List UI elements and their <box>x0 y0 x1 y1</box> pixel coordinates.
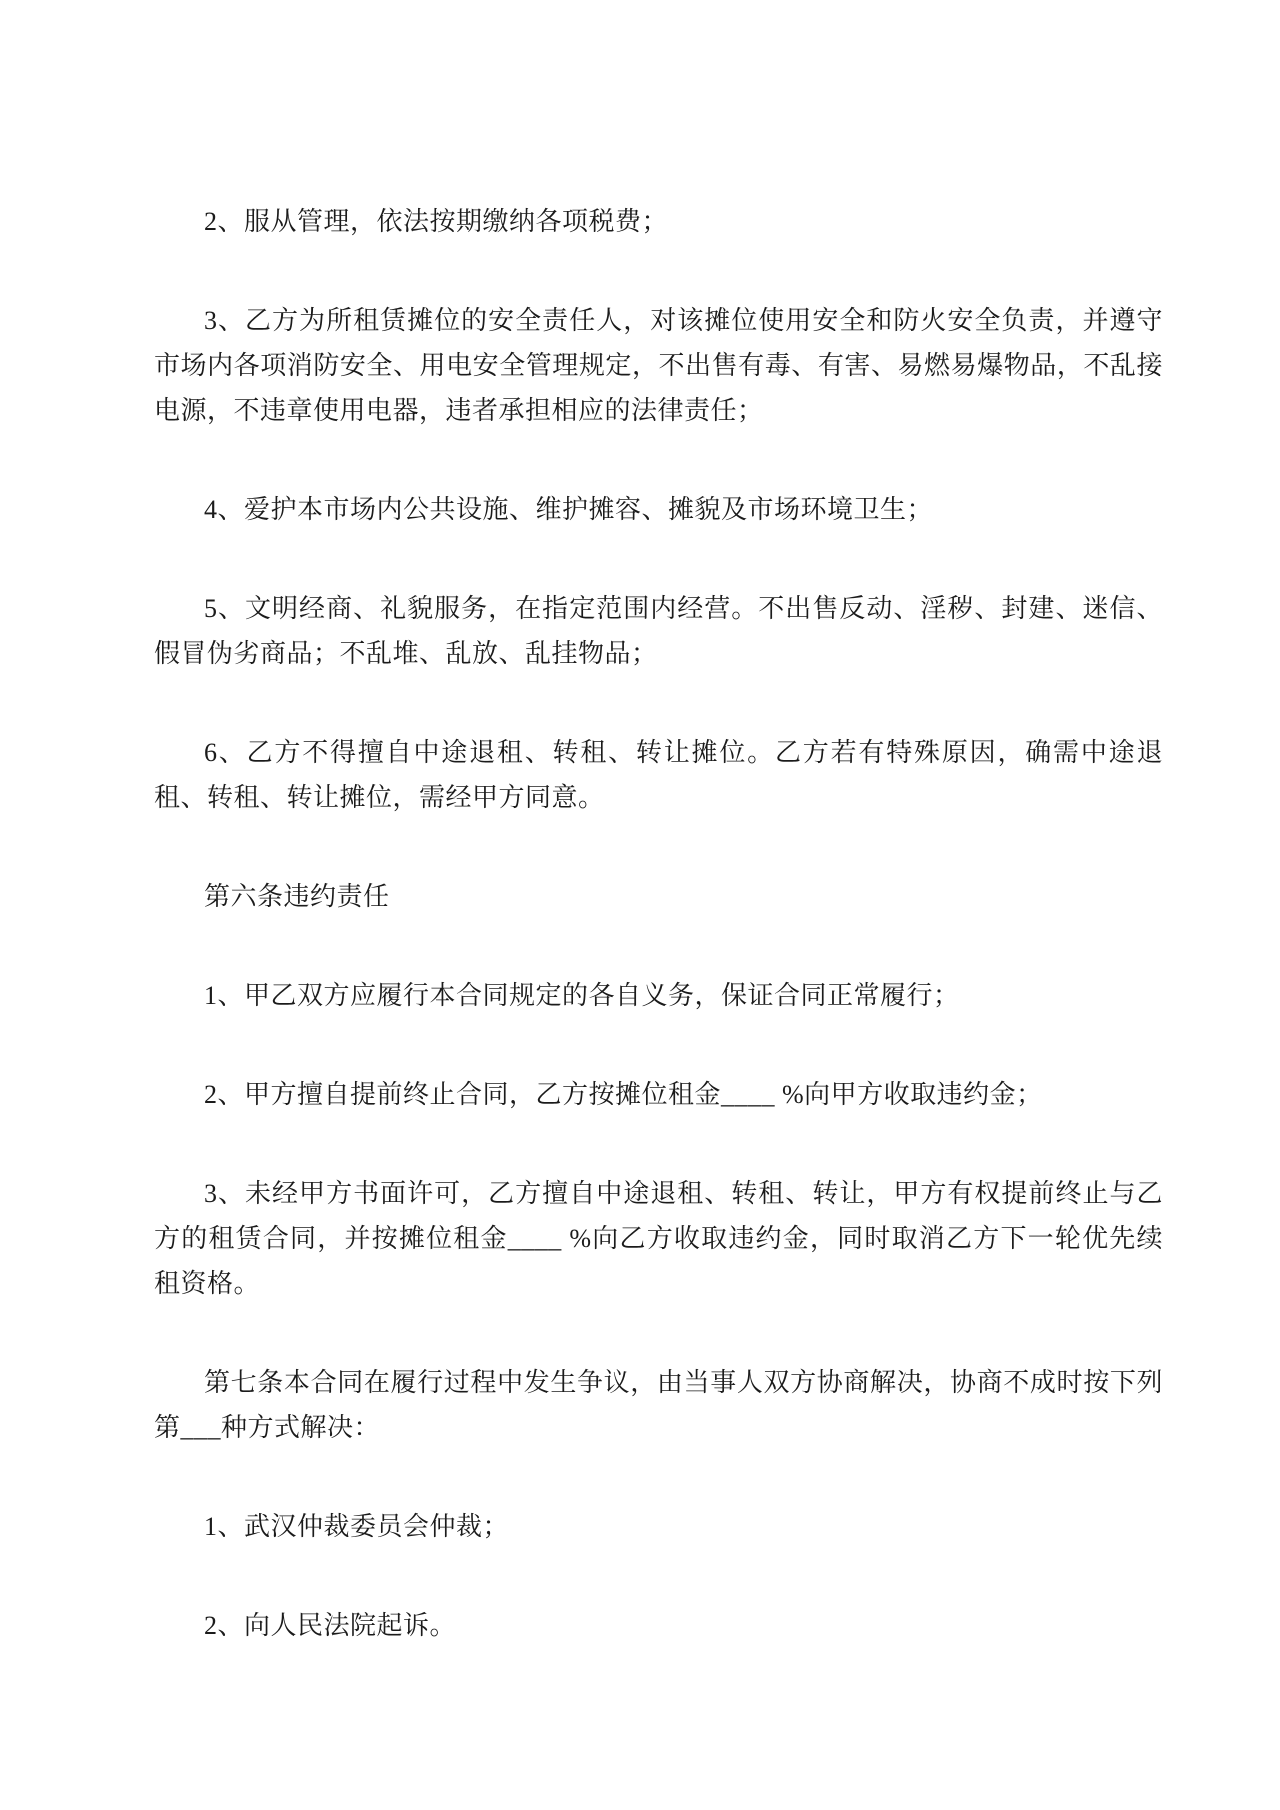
breach-item-1-obligations: 1、甲乙双方应履行本合同规定的各自义务，保证合同正常履行； <box>204 981 960 1010</box>
dispute-option-2-court: 2、向人民法院起诉。 <box>204 1611 457 1640</box>
article-6-breach-heading: 第六条违约责任 <box>204 882 390 911</box>
clause-item-4-facilities: 4、爱护本市场内公共设施、维护摊容、摊貌及市场环境卫生； <box>204 495 934 524</box>
clause-item-5-civilized-business: 5、文明经商、礼貌服务，在指定范围内经营。不出售反动、淫秽、封建、迷信、假冒伪劣商品；不乱堆、乱放、乱挂物品； <box>154 594 1163 668</box>
article-7-dispute-resolution: 第七条本合同在履行过程中发生争议，由当事人双方协商解决，协商不成时按下列第___种方式解决： <box>154 1368 1163 1442</box>
clause-item-6-no-sublet: 6、乙方不得擅自中途退租、转租、转让摊位。乙方若有特殊原因，确需中途退租、转租、转让摊位，需经甲方同意。 <box>154 738 1163 812</box>
dispute-option-1-arbitration: 1、武汉仲裁委员会仲裁； <box>204 1512 510 1541</box>
breach-item-3-party-b-penalty: 3、未经甲方书面许可，乙方擅自中途退租、转租、转让，甲方有权提前终止与乙方的租赁合同，并按摊位租金____ %向乙方收取违约金，同时取消乙方下一轮优先续租资格。 <box>154 1179 1163 1298</box>
clause-item-3-safety: 3、乙方为所租赁摊位的安全责任人，对该摊位使用安全和防火安全负责，并遵守市场内各项消防安全、用电安全管理规定，不出售有毒、有害、易燃易爆物品，不乱接电源，不违章使用电器，违者承担相应的法律责任； <box>154 306 1163 425</box>
breach-item-2-party-a-penalty: 2、甲方擅自提前终止合同，乙方按摊位租金____ %向甲方收取违约金； <box>204 1080 1043 1109</box>
clause-item-2-taxes: 2、服从管理，依法按期缴纳各项税费； <box>204 207 669 236</box>
